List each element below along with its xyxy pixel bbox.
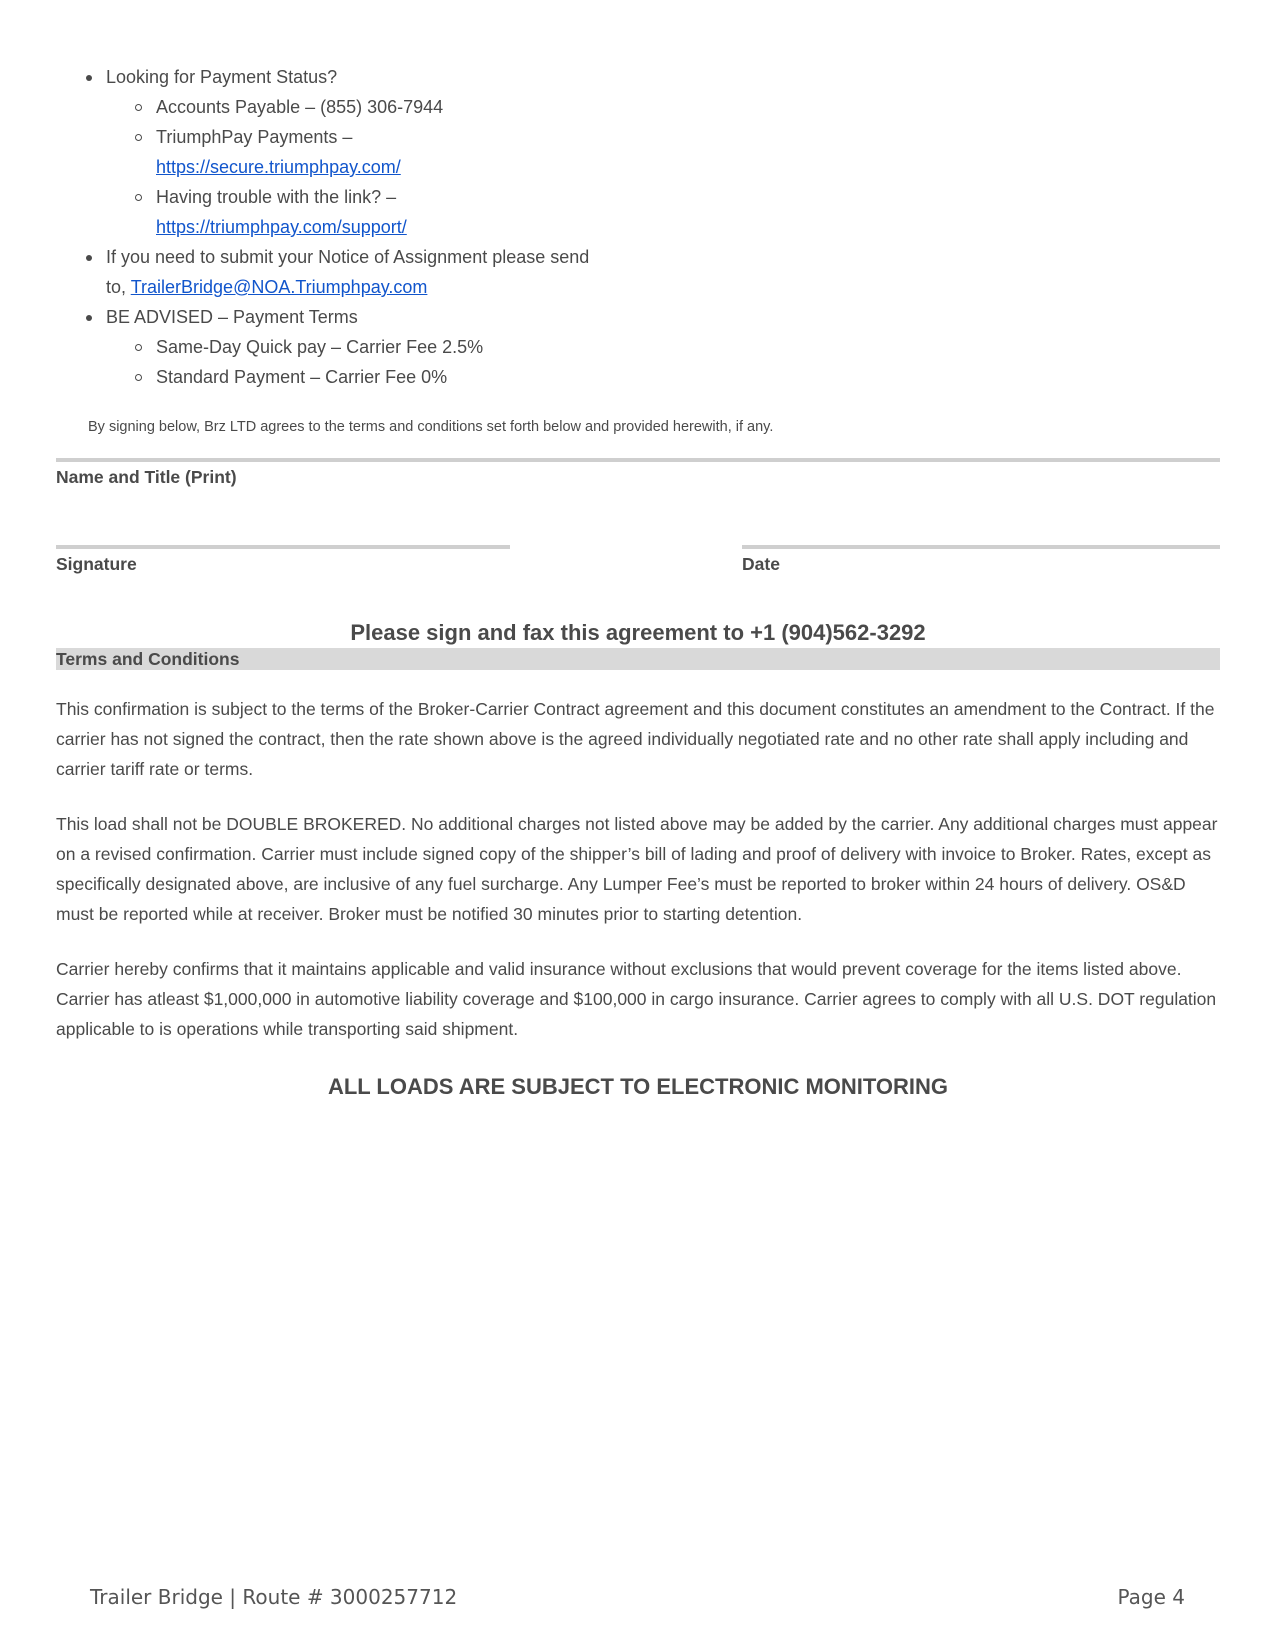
name-title-line[interactable] — [56, 458, 1220, 462]
date-label: Date — [742, 554, 780, 574]
noa-email-link[interactable]: TrailerBridge@NOA.Triumphpay.com — [130, 277, 428, 297]
payment-info-list — [56, 62, 676, 392]
payment-status-heading: Looking for Payment Status? — [106, 67, 338, 87]
terms-paragraph: Carrier hereby confirms that it maintains applicable and valid insurance without exclusions that would prevent coverage for the items listed above. Carrier has atleast $1,000,000 in automotive liability coverage and $100,000 in cargo insurance. Carrier agrees to comply with all U.S. DOT regulation applicable to is operations while transporting said shipment. — [56, 959, 1217, 1039]
list-item — [106, 92, 676, 122]
monitoring-notice: ALL LOADS ARE SUBJECT TO ELECTRONIC MONITORING — [327, 1074, 949, 1099]
list-item — [106, 362, 676, 392]
terms-paragraph: This confirmation is subject to the terms of the Broker-Carrier Contract agreement and this document constitutes an amendment to the Contract. If the carrier has not signed the contract, then the rate shown above is the agreed individually negotiated rate and no other rate shall apply including and carrier tariff rate or terms. — [56, 699, 1215, 779]
list-item — [106, 182, 676, 242]
list-item — [106, 122, 676, 182]
list-item — [106, 332, 676, 362]
payment-terms-heading: BE ADVISED – Payment Terms — [106, 307, 358, 327]
list-item — [56, 62, 676, 242]
triumphpay-label: TriumphPay Payments – — [156, 127, 353, 147]
terms-header-bar — [56, 648, 1220, 670]
support-link[interactable]: https://triumphpay.com/support/ — [156, 217, 407, 237]
standard-pay-text: Standard Payment – Carrier Fee 0% — [156, 367, 448, 387]
noa-prefix: to, — [106, 277, 131, 297]
name-title-label: Name and Title (Print) — [56, 467, 237, 487]
trouble-label: Having trouble with the link? – — [156, 187, 397, 207]
signature-label: Signature — [56, 554, 137, 574]
signature-line[interactable] — [56, 545, 510, 549]
noa-text: If you need to submit your Notice of Assignment please send — [106, 247, 590, 267]
terms-body — [56, 694, 1220, 1069]
terms-heading: Terms and Conditions — [56, 649, 240, 669]
agreement-note: By signing below, Brz LTD agrees to the terms and conditions set forth below and provided herewith, if any. — [88, 419, 774, 435]
terms-paragraph: This load shall not be DOUBLE BROKERED. No additional charges not listed above may be added by the carrier. Any additional charges must appear on a revised confirmation. Carrier must include signed copy of the shipper’s bill of lading and proof of delivery with invoice to Broker. Rates, except as specifically designated above, are inclusive of any fuel surcharge. Any Lumper Fee’s must be reported to broker within 24 hours of delivery. OS&D must be reported while at receiver. Broker must be notified 30 minutes prior to starting detention. — [56, 814, 1218, 924]
page-number: Page 4 — [1117, 1585, 1185, 1609]
quick-pay-text: Same-Day Quick pay – Carrier Fee 2.5% — [156, 337, 484, 357]
accounts-payable-text: Accounts Payable – (855) 306-7944 — [156, 97, 444, 117]
list-item — [56, 242, 676, 302]
date-line[interactable] — [742, 545, 1220, 549]
list-item — [56, 302, 676, 392]
footer-route: Trailer Bridge | Route # 3000257712 — [90, 1585, 458, 1609]
fax-instruction: Please sign and fax this agreement to +1 (904)562-3292 — [350, 620, 926, 645]
triumphpay-link[interactable]: https://secure.triumphpay.com/ — [156, 157, 401, 177]
